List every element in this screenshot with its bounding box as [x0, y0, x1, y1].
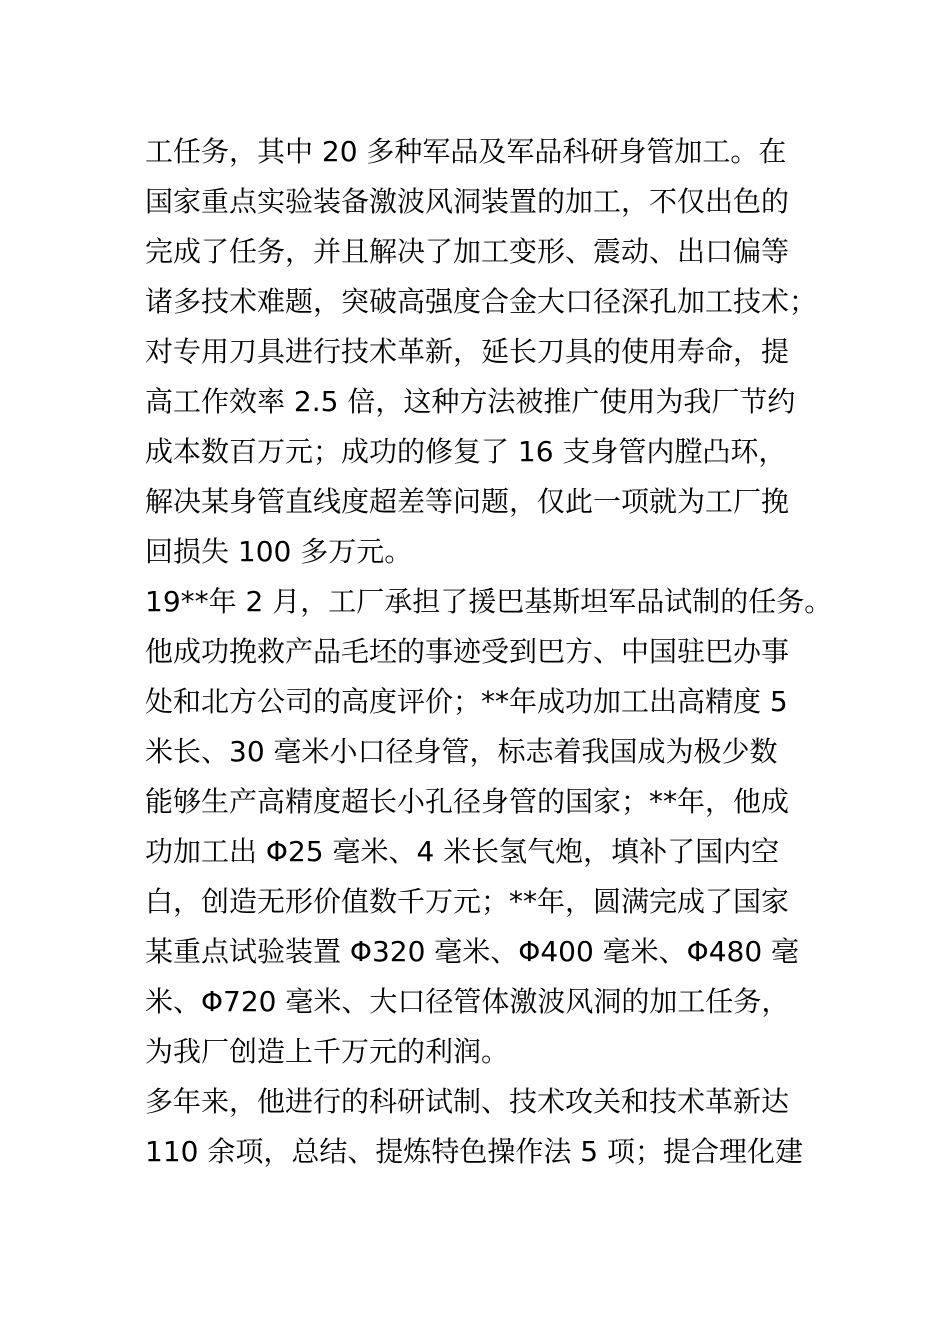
paragraph-2 [145, 577, 845, 1077]
text-line: 白，创造无形价值数千万元；**年，圆满完成了国家 [145, 885, 790, 918]
text-line: 米长、30 毫米小口径身管，标志着我国成为极少数 [145, 735, 778, 768]
text-line: 完成了任务，并且解决了加工变形、震动、出口偏等 [145, 235, 790, 268]
text-line: 米、Φ720 毫米、大口径管体激波风洞的加工任务， [145, 985, 790, 1018]
text-line: 110 余项，总结、提炼特色操作法 5 项；提合理化建 [145, 1135, 803, 1168]
text-line: 为我厂创造上千万元的利润。 [145, 1035, 510, 1068]
text-line: 回损失 100 多万元。 [145, 535, 413, 568]
text-line: 某重点试验装置 Φ320 毫米、Φ400 毫米、Φ480 毫 [145, 935, 800, 968]
text-line: 诸多技术难题，突破高强度合金大口径深孔加工技术； [145, 285, 818, 318]
text-line: 成本数百万元；成功的修复了 16 支身管内膛凸环， [145, 435, 787, 468]
text-line: 高工作效率 2.5 倍，这种方法被推广使用为我厂节约 [145, 385, 796, 418]
text-line: 国家重点实验装备激波风洞装置的加工，不仅出色的 [145, 185, 790, 218]
text-line: 19**年 2 月，工厂承担了援巴基斯坦军品试制的任务。 [145, 585, 833, 618]
body-text [145, 127, 845, 1177]
text-line: 处和北方公司的高度评价；**年成功加工出高精度 5 [145, 685, 788, 718]
paragraph-3 [145, 1077, 845, 1177]
paragraph-1 [145, 127, 845, 577]
text-line: 工任务，其中 20 多种军品及军品科研身管加工。在 [145, 135, 787, 168]
text-line: 对专用刀具进行技术革新，延长刀具的使用寿命，提 [145, 335, 790, 368]
text-line: 多年来，他进行的科研试制、技术攻关和技术革新达 [145, 1085, 790, 1118]
text-line: 能够生产高精度超长小孔径身管的国家；**年，他成 [145, 785, 790, 818]
text-line: 他成功挽救产品毛坯的事迹受到巴方、中国驻巴办事 [145, 635, 790, 668]
text-line: 功加工出 Φ25 毫米、4 米长氢气炮，填补了国内空 [145, 835, 780, 868]
text-line: 解决某身管直线度超差等问题，仅此一项就为工厂挽 [145, 485, 790, 518]
